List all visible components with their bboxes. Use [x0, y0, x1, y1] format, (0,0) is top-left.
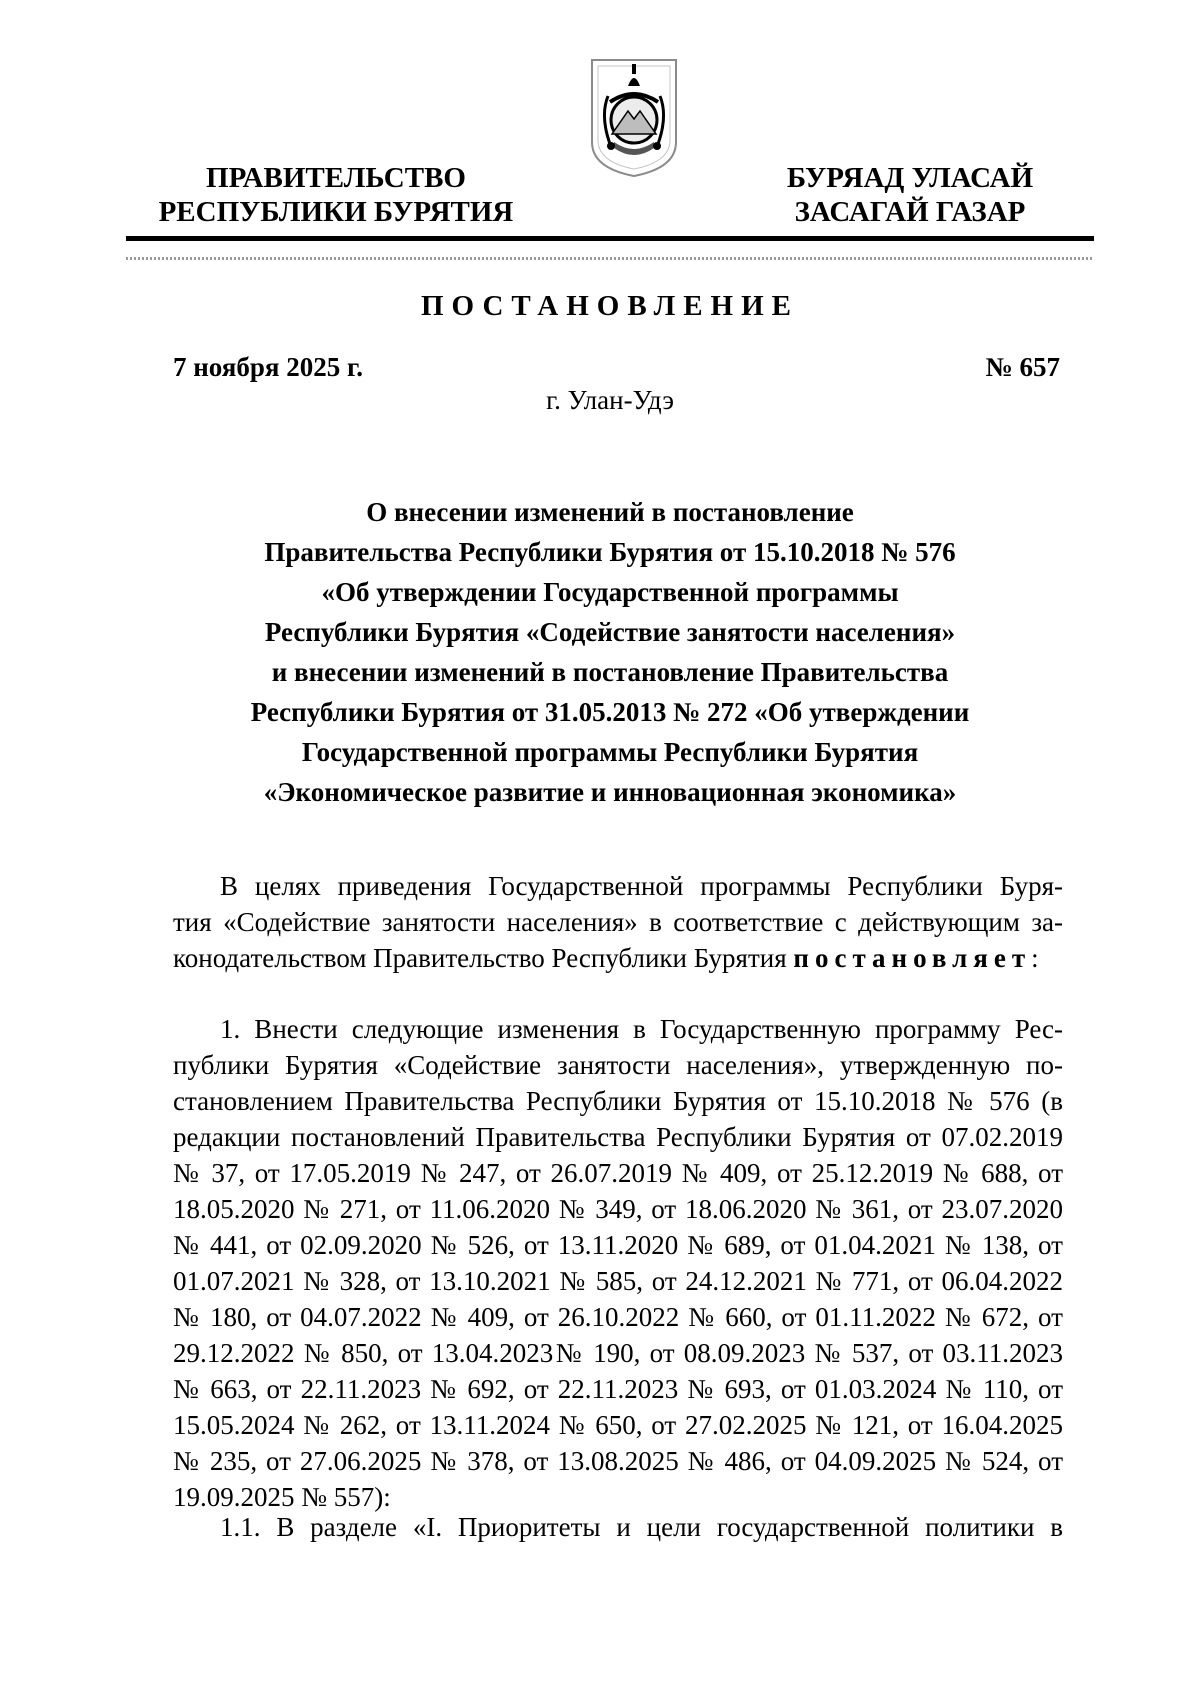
title-line: и внесении изменений в постановление Правительства: [271, 657, 949, 687]
title-line: О внесении изменений в постановление: [366, 497, 854, 527]
item-1-1-line: 1.1. В разделе «I. Приоритеты и цели государственной политики в: [220, 1512, 1063, 1542]
item-1-line: 19.09.2025 № 557):: [173, 1482, 391, 1512]
resolution-keyword: постановляет: [793, 943, 1032, 973]
title-line: «Экономическое развитие и инновационная экономика»: [263, 777, 957, 807]
item-1-line: становлением Правительства Республики Бурятия от 15.10.2018 № 576 (в: [173, 1086, 1063, 1116]
item-1-line: 29.12.2022 № 850, от 13.04.2023№ 190, от 08.09.2023 № 537, от 03.11.2023: [173, 1338, 1063, 1368]
intro-last-line: [173, 940, 1063, 976]
header-divider-thick: [126, 236, 1094, 241]
title-line: Республики Бурятия от 31.05.2013 № 272 «Об утверждении: [250, 697, 970, 727]
organization-name-russian: [126, 161, 546, 229]
intro-line-end: :: [1031, 943, 1039, 973]
coat-of-arms-emblem: [588, 56, 680, 180]
document-number: № 657: [985, 352, 1060, 382]
item-1-line: 15.05.2024 № 262, от 13.11.2024 № 650, от 27.02.2025 № 121, от 16.04.2025: [173, 1410, 1063, 1440]
item-1-1-paragraph: [173, 1509, 1063, 1545]
item-1-line: № 37, от 17.05.2019 № 247, от 26.07.2019 № 409, от 25.12.2019 № 688, от: [173, 1158, 1063, 1188]
intro-line: тия «Содействие занятости населения» в соответствие с действующим за-: [173, 907, 1063, 937]
title-line: Государственной программы Республики Бурятия: [301, 737, 919, 767]
title-line: Республики Бурятия «Содействие занятости населения»: [264, 617, 956, 647]
item-1-line: № 180, от 04.07.2022 № 409, от 26.10.2022 № 660, от 01.11.2022 № 672, от: [173, 1302, 1063, 1332]
item-1-line: редакции постановлений Правительства Республики Бурятия от 07.02.2019: [173, 1122, 1063, 1152]
item-1-line: 1. Внести следующие изменения в Государственную программу Рес-: [220, 1014, 1063, 1044]
item-1-line: № 235, от 27.06.2025 № 378, от 13.08.2025 № 486, от 04.09.2025 № 524, от: [173, 1446, 1063, 1476]
item-1-paragraph: [173, 1011, 1063, 1515]
title-line: Правительства Республики Бурятия от 15.10.2018 № 576: [264, 537, 956, 567]
title-line: «Об утверждении Государственной программы: [321, 577, 899, 607]
item-1-line: № 441, от 02.09.2020 № 526, от 13.11.2020 № 689, от 01.04.2021 № 138, от: [173, 1230, 1063, 1260]
item-1-line: публики Бурятия «Содействие занятости населения», утвержденную по-: [173, 1050, 1063, 1080]
document-title: [126, 492, 1094, 812]
org-left-line-2: РЕСПУБЛИКИ БУРЯТИЯ: [158, 196, 514, 228]
item-1-line: 01.07.2021 № 328, от 13.10.2021 № 585, от 24.12.2021 № 771, от 06.04.2022: [173, 1266, 1063, 1296]
intro-line: конодательством Правительство Республики Бурятия: [173, 943, 787, 973]
item-1-line: 18.05.2020 № 271, от 11.06.2020 № 349, от 18.06.2020 № 361, от 23.07.2020: [173, 1194, 1063, 1224]
item-1-line: № 663, от 22.11.2023 № 692, от 22.11.2023 № 693, от 01.03.2024 № 110, от: [173, 1374, 1063, 1404]
document-date: 7 ноября 2025 г.: [173, 352, 363, 382]
intro-paragraph: [173, 868, 1063, 976]
buryatia-coat-of-arms-icon: [588, 56, 680, 180]
document-city: г. Улан-Удэ: [546, 385, 674, 415]
organization-name-buryat: [700, 161, 1120, 229]
document-type: ПОСТАНОВЛЕНИЕ: [420, 290, 799, 322]
org-left-line-1: ПРАВИТЕЛЬСТВО: [206, 162, 466, 194]
org-right-line-1: БУРЯАД УЛАСАЙ: [786, 162, 1034, 194]
intro-line: В целях приведения Государственной программы Республики Буря-: [220, 871, 1063, 901]
org-right-line-2: ЗАСАГАЙ ГАЗАР: [794, 196, 1026, 228]
header-divider-thin: [126, 257, 1094, 260]
